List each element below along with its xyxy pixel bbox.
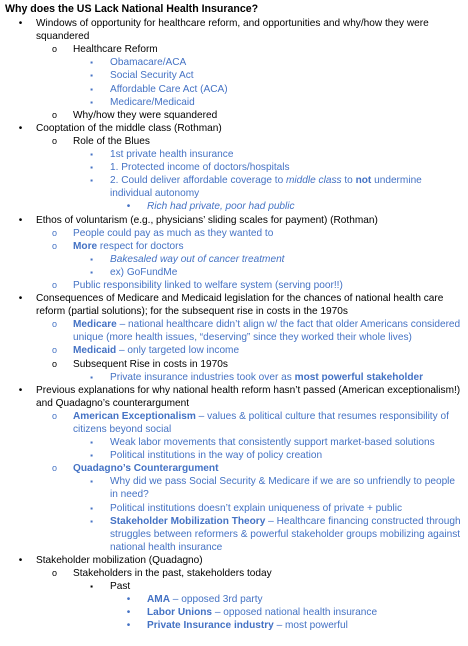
outline-item-text <box>73 227 464 240</box>
outline-item-text <box>110 174 464 200</box>
text-run: Ethos of voluntarism (e.g., physicians’ sliding scales for payment) (Rothman) <box>36 214 378 226</box>
bullet-marker: ▪ <box>90 254 93 264</box>
text-run: – national healthcare didn’t align w/ the fact that older Americans considered unique (more health issues, “deserving” since they worked their whole lives) <box>73 319 461 344</box>
outline-item-text <box>73 462 464 475</box>
text-run: – most powerful <box>273 620 348 632</box>
document-title: Why does the US Lack National Health Insurance? <box>5 3 259 15</box>
text-run: Why did we pass Social Security & Medicare if we are so unfriendly to people in need? <box>110 476 456 501</box>
outline-item-level2 <box>5 43 464 56</box>
bullet-marker: • <box>18 122 23 134</box>
outline-item-text <box>110 515 464 554</box>
text-run: Public responsibility linked to welfare system (serving poor!!) <box>73 279 343 291</box>
outline-item-text <box>110 371 464 384</box>
outline-item-text <box>110 502 464 515</box>
outline-item-text <box>110 253 464 266</box>
outline-item-level4 <box>5 200 464 213</box>
outline-item-level3 <box>5 449 464 462</box>
bullet-marker: • <box>18 554 23 566</box>
text-run: Obamacare/ACA <box>110 57 187 69</box>
outline-item-level1 <box>5 384 464 410</box>
outline-item-level3 <box>5 161 464 174</box>
outline-item-level3 <box>5 580 464 593</box>
text-run: Political institutions doesn’t explain uniqueness of private + public <box>110 502 403 514</box>
outline-item-text <box>147 593 464 606</box>
outline-item-text <box>36 554 464 567</box>
outline-item-level2 <box>5 410 464 436</box>
bullet-marker: o <box>51 135 57 146</box>
bullet-marker: o <box>51 410 57 421</box>
outline-item-text <box>73 410 464 436</box>
text-run: Why/how they were squandered <box>73 109 218 121</box>
outline-item-text <box>110 96 464 109</box>
bullet-marker: o <box>51 109 57 120</box>
outline-item-text <box>36 122 464 135</box>
text-run: 1st private health insurance <box>110 149 234 161</box>
outline-item-text <box>73 358 464 371</box>
outline-item-text <box>73 135 464 148</box>
text-run: People could pay as much as they wanted to <box>73 227 274 239</box>
text-run: Private insurance industries took over as <box>110 371 295 383</box>
outline-item-level3 <box>5 253 464 266</box>
bullet-marker: o <box>51 240 57 251</box>
text-run: Medicare/Medicaid <box>110 96 195 108</box>
text-run: 2. Could deliver affordable coverage to <box>110 175 287 187</box>
text-run: to <box>341 175 356 187</box>
text-run: Labor Unions <box>147 607 213 619</box>
bullet-marker: ▪ <box>90 176 93 186</box>
outline-item-level2 <box>5 567 464 580</box>
bullet-marker: • <box>18 384 23 396</box>
outline-item-text <box>36 384 464 410</box>
outline-item-level4 <box>5 619 464 632</box>
text-run: Stakeholder Mobilization Theory <box>110 515 266 527</box>
outline-item-text <box>110 148 464 161</box>
outline-item-level2 <box>5 227 464 240</box>
outline-item-level3 <box>5 56 464 69</box>
outline-item-level2 <box>5 240 464 253</box>
outline-item-level2 <box>5 279 464 292</box>
text-run: Bakesaled way out of cancer treatment <box>110 253 285 265</box>
outline-item-text <box>73 344 464 357</box>
bullet-marker: o <box>51 44 57 55</box>
text-run: Quadagno’s Counterargument <box>73 463 219 475</box>
text-run: most powerful stakeholder <box>294 371 424 383</box>
bullet-marker: • <box>18 293 23 305</box>
text-run: Political institutions in the way of policy creation <box>110 450 323 462</box>
bullet-marker: • <box>18 18 23 30</box>
outline-item-level3 <box>5 266 464 279</box>
outline-item-text <box>147 606 464 619</box>
bullet-marker: • <box>126 201 131 213</box>
text-run: American Exceptionalism <box>73 410 196 422</box>
bullet-marker: ▪ <box>90 71 93 81</box>
text-run: – Healthcare financing constructed through struggles between reformers & powerful stakeholder groups mobilizing against national health insurance <box>110 515 461 553</box>
outline-item-level2 <box>5 135 464 148</box>
text-run: Healthcare Reform <box>73 44 158 56</box>
bullet-marker: o <box>51 227 57 238</box>
outline-item-level4 <box>5 593 464 606</box>
outline-item-level3 <box>5 502 464 515</box>
bullet-marker: ▪ <box>90 58 93 68</box>
bullet-marker: ▪ <box>90 503 93 513</box>
text-run: not <box>355 175 372 187</box>
bullet-marker: • <box>126 594 131 606</box>
text-run: Role of the Blues <box>73 135 150 147</box>
text-run: Affordable Care Act (ACA) <box>110 83 228 95</box>
text-run: Previous explanations for why national health reform hasn’t passed (American exceptionalism!) and Quadagno’s counterargument <box>36 384 461 409</box>
outline-item-level3 <box>5 83 464 96</box>
text-run: Rich had private, poor had public <box>147 201 295 213</box>
bullet-marker: o <box>51 279 57 290</box>
text-run: Medicaid <box>73 345 117 357</box>
outline-item-text <box>36 214 464 227</box>
text-run: middle class <box>286 175 342 187</box>
outline-item-text <box>73 567 464 580</box>
outline-item-text <box>110 436 464 449</box>
bullet-marker: ▪ <box>90 84 93 94</box>
outline-item-level3 <box>5 174 464 200</box>
outline-item-text <box>73 109 464 122</box>
bullet-marker: • <box>126 620 131 632</box>
text-run: – values & political culture that resumes responsibility of citizens beyond social <box>73 410 449 435</box>
outline-item-level1 <box>5 122 464 135</box>
outline-item-level1 <box>5 554 464 567</box>
text-run: Stakeholders in the past, stakeholders today <box>73 568 272 580</box>
text-run: Stakeholder mobilization (Quadagno) <box>36 554 203 566</box>
bullet-marker: o <box>51 463 57 474</box>
text-run: More <box>73 240 98 252</box>
outline-item-text <box>110 266 464 279</box>
text-run: Private Insurance industry <box>147 620 274 632</box>
outline-item-text <box>110 161 464 174</box>
outline-item-level3 <box>5 69 464 82</box>
outline-item-text <box>36 17 464 43</box>
text-run: Weak labor movements that consistently support market-based solutions <box>110 437 435 449</box>
outline-item-level2 <box>5 318 464 344</box>
outline-item-text <box>147 200 464 213</box>
bullet-marker: ▪ <box>90 150 93 160</box>
bullet-marker: o <box>51 319 57 330</box>
outline-item-text <box>110 449 464 462</box>
outline-item-level3 <box>5 475 464 501</box>
text-run: – opposed 3rd party <box>170 594 263 606</box>
bullet-marker: o <box>51 345 57 356</box>
bullet-marker: • <box>126 607 131 619</box>
text-run: – opposed national health insurance <box>212 607 378 619</box>
text-run: Subsequent Rise in costs in 1970s <box>73 358 228 370</box>
text-run: Consequences of Medicare and Medicaid legislation for the chances of national health care reform (partial solutions); for the subsequent rise in costs in the 1970s <box>36 293 444 318</box>
bullet-marker: ▪ <box>90 477 93 487</box>
text-run: Windows of opportunity for healthcare reform, and opportunities and why/how they were squandered <box>36 18 429 43</box>
text-run: 1. Protected income of doctors/hospitals <box>110 162 290 174</box>
outline-item-text <box>73 318 464 344</box>
bullet-marker: ▪ <box>90 267 93 277</box>
text-run: – only targeted low income <box>116 345 240 357</box>
text-run: Social Security Act <box>110 70 194 82</box>
outline-list <box>5 17 464 632</box>
bullet-marker: ▪ <box>90 516 93 526</box>
bullet-marker: ▪ <box>90 438 93 448</box>
outline-item-level1 <box>5 292 464 318</box>
outline-item-level1 <box>5 17 464 43</box>
outline-item-level2 <box>5 344 464 357</box>
outline-item-text <box>110 69 464 82</box>
text-run: AMA <box>147 594 170 606</box>
outline-item-text <box>110 83 464 96</box>
bullet-marker: o <box>51 568 57 579</box>
outline-item-level3 <box>5 371 464 384</box>
text-run: ex) GoFundMe <box>110 266 178 278</box>
bullet-marker: ▪ <box>90 582 93 592</box>
outline-item-text <box>110 580 464 593</box>
outline-item-level3 <box>5 148 464 161</box>
bullet-marker: o <box>51 358 57 369</box>
bullet-marker: ▪ <box>90 97 93 107</box>
bullet-marker: ▪ <box>90 372 93 382</box>
outline-item-text <box>73 279 464 292</box>
bullet-marker: ▪ <box>90 163 93 173</box>
outline-item-text <box>36 292 464 318</box>
text-run: undermine individual autonomy <box>110 175 422 200</box>
outline-item-level3 <box>5 515 464 554</box>
outline-item-level3 <box>5 436 464 449</box>
outline-item-level1 <box>5 214 464 227</box>
outline-item-text <box>73 43 464 56</box>
outline-item-text <box>110 56 464 69</box>
outline-item-level2 <box>5 109 464 122</box>
bullet-marker: • <box>18 214 23 226</box>
text-run: Past <box>110 581 131 593</box>
outline-item-level3 <box>5 96 464 109</box>
outline-item-text <box>147 619 464 632</box>
outline-item-text <box>110 475 464 501</box>
text-run: respect for doctors <box>97 240 184 252</box>
outline-item-level2 <box>5 462 464 475</box>
outline-item-level4 <box>5 606 464 619</box>
text-run: Cooptation of the middle class (Rothman) <box>36 122 222 134</box>
text-run: Medicare <box>73 319 117 331</box>
outline-item-text <box>73 240 464 253</box>
outline-item-level2 <box>5 358 464 371</box>
bullet-marker: ▪ <box>90 451 93 461</box>
